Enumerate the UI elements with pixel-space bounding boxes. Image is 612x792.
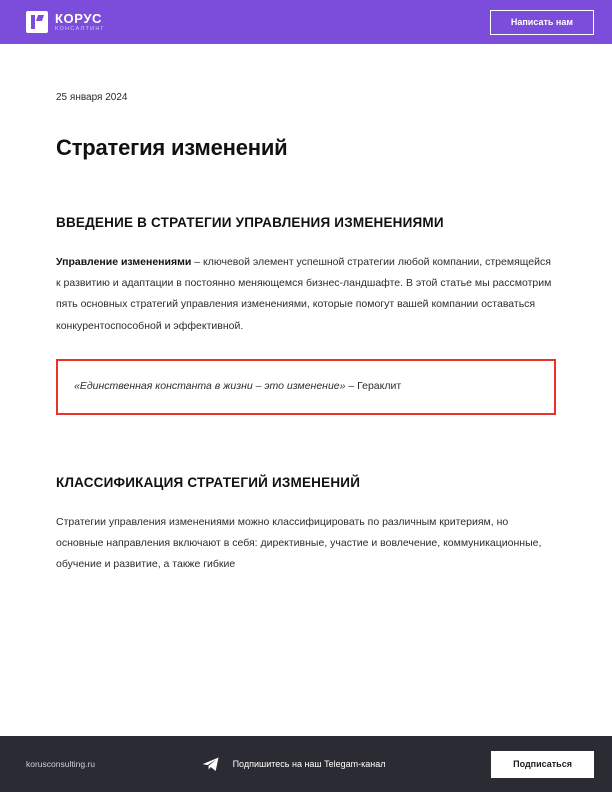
- page-footer: [0, 736, 612, 792]
- telegram-icon[interactable]: [201, 754, 221, 774]
- section-heading-classification: КЛАССИФИКАЦИЯ СТРАТЕГИЙ ИЗМЕНЕНИЙ: [56, 474, 361, 490]
- footer-subscribe-note: Подпишитесь на наш Telegam-канал: [232, 759, 386, 769]
- brand-text: [55, 12, 105, 33]
- intro-lead-term: Управление изменениями: [56, 255, 192, 268]
- korus-logo-icon: [26, 11, 48, 33]
- quote-body: «Единственная константа в жизни – это изменение»: [74, 379, 346, 392]
- classification-paragraph: Стратегии управления изменениями можно классифицировать по различным критериям, но основные направления включают в себя: директивные, участие и вовлечение, коммуникационные, обучение и развитие, а также гибкие: [56, 515, 542, 570]
- footer-site-url[interactable]: korusconsulting.ru: [26, 759, 95, 769]
- quote-callout: [56, 359, 556, 415]
- subscribe-button[interactable]: Подписаться: [491, 751, 594, 778]
- section-heading-intro: ВВЕДЕНИЕ В СТРАТЕГИИ УПРАВЛЕНИЯ ИЗМЕНЕНИЯМИ: [56, 215, 444, 230]
- contact-us-button[interactable]: Написать нам: [490, 10, 594, 35]
- intro-paragraph-rest: – ключевой элемент успешной стратегии любой компании, стремящейся к развитию и адаптации в постоянно меняющемся бизнес-ландшафте. В этой статье мы рассмотрим пять основных стратегий управления изменениями, которые помогут вашей компании оставаться конкурентоспособной и эффективной.: [56, 255, 552, 332]
- footer-telegram-block: [201, 754, 386, 774]
- document-date: 25 января 2024: [56, 92, 128, 103]
- brand-subtitle: КОНСАЛТИНГ: [55, 25, 105, 32]
- quote-attribution: – Гераклит: [345, 379, 402, 392]
- quote-text: [74, 379, 538, 395]
- brand-title: КОРУС: [55, 10, 103, 26]
- document-content: [0, 44, 612, 736]
- page-title: Стратегия изменений: [56, 135, 288, 160]
- brand-logo[interactable]: [26, 11, 105, 33]
- intro-paragraph: [56, 252, 556, 337]
- page-header: [0, 0, 612, 44]
